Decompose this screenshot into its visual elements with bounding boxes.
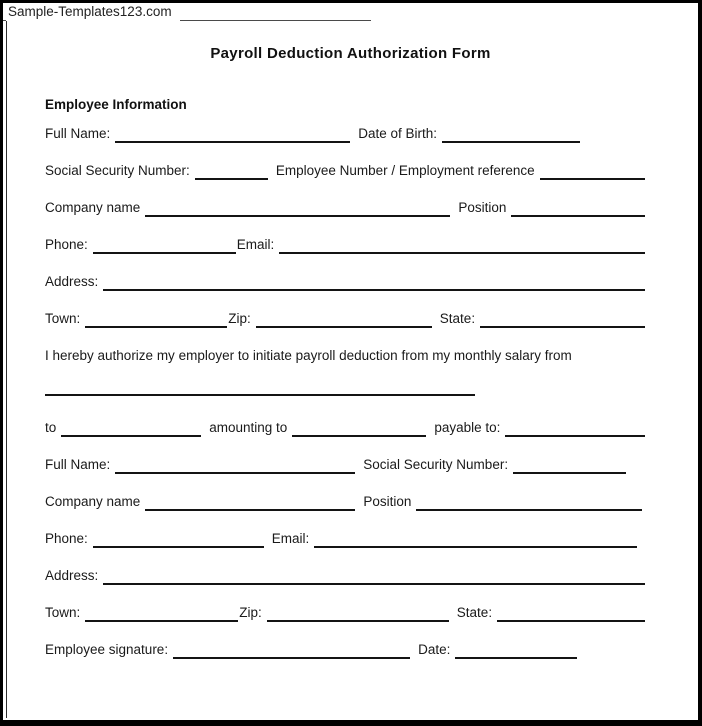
blank-address [103,273,645,291]
label-position: Position [458,200,507,215]
blank-zip-2 [267,604,449,622]
label-address-2: Address: [45,568,99,583]
row-address-2 [45,567,645,585]
blank-company-name-2 [145,493,355,511]
label-amounting-to: amounting to [209,420,288,435]
label-date-of-birth: Date of Birth: [358,126,438,141]
label-position-2: Position [363,494,412,509]
blank-zip [256,310,432,328]
label-address: Address: [45,274,99,289]
blank-employee-signature [173,641,410,659]
label-company-name-2: Company name [45,494,141,509]
row-to-amount-payable [45,419,645,437]
authorization-text: I hereby authorize my employer to initiate payroll deduction from my monthly salary from [45,348,572,363]
blank-state [480,310,645,328]
label-social-security-number: Social Security Number: [45,163,190,178]
blank-phone-2 [93,530,264,548]
blank-date [455,641,577,659]
blank-date-of-birth [442,125,580,143]
row-salary-source-line [45,376,645,396]
label-email-2: Email: [271,531,310,546]
label-state-2: State: [456,605,493,620]
blank-address-2 [103,567,645,585]
blank-email-2 [314,530,637,548]
blank-town [85,310,227,328]
blank-social-security-number-2 [513,456,626,474]
label-date: Date: [418,642,451,657]
blank-payable-to [505,419,645,437]
label-full-name: Full Name: [45,126,111,141]
form-title: Payroll Deduction Authorization Form [210,45,491,62]
row-address [45,273,645,291]
label-social-security-number-2: Social Security Number: [363,457,509,472]
label-state: State: [439,311,476,326]
section-heading-employee-information: Employee Information [45,97,187,112]
row-ssn-employee-number [45,162,645,180]
row-phone-email-2 [45,530,645,548]
row-company-position-2 [45,493,645,511]
label-employee-employment-ref: Employee Number / Employment reference [275,163,535,178]
label-phone-2: Phone: [45,531,88,546]
row-company-position [45,199,645,217]
blank-employee-employment-ref [540,162,645,180]
label-company-name: Company name [45,200,141,215]
label-full-name-2: Full Name: [45,457,111,472]
blank-salary-source [45,376,475,396]
label-phone: Phone: [45,237,88,252]
label-zip: Zip: [228,311,251,326]
blank-email [279,236,645,254]
blank-position [511,199,645,217]
row-signature-date [45,641,645,659]
blank-to [61,419,201,437]
inner-border-line [6,20,7,718]
label-town: Town: [45,311,81,326]
row-fullname-dob [45,125,645,143]
label-payable-to: payable to: [434,420,501,435]
row-fullname-ssn-2 [45,456,645,474]
blank-company-name [145,199,450,217]
blank-phone [93,236,236,254]
label-to: to [45,420,57,435]
blank-town-2 [85,604,238,622]
row-town-zip-state [45,310,645,328]
label-town-2: Town: [45,605,81,620]
form-body [3,97,698,659]
label-email: Email: [236,237,275,252]
row-town-zip-state-2 [45,604,645,622]
label-employee-signature: Employee signature: [45,642,169,657]
row-phone-email [45,236,645,254]
blank-full-name [115,125,350,143]
blank-full-name-2 [115,456,355,474]
blank-social-security-number [195,162,268,180]
blank-state-2 [497,604,645,622]
blank-position-2 [416,493,642,511]
watermark: Sample-Templates123.com [6,3,180,21]
blank-amounting-to [292,419,426,437]
label-zip-2: Zip: [239,605,262,620]
